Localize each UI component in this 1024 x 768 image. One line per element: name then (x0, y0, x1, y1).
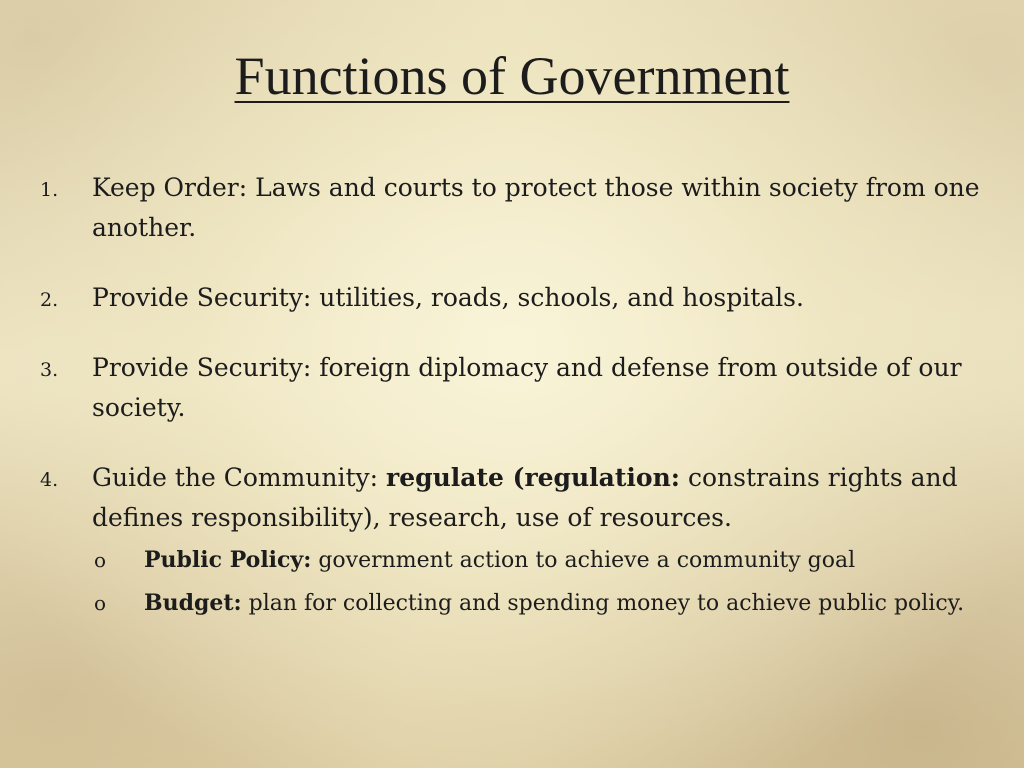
item-number: 3. (40, 359, 59, 381)
sub-item-term: Public Policy: (144, 547, 312, 573)
sub-item-public-policy (40, 540, 990, 581)
item-text-part-b: constrains rights and defines responsibility), research, use of resources. (92, 463, 958, 532)
item-number: 4. (40, 469, 59, 491)
sub-item-definition: plan for collecting and spending money to achieve public policy. (241, 591, 965, 616)
item-text: Provide Security: foreign diplomacy and defense from outside of our society. (92, 353, 962, 422)
bullet-marker: o (94, 591, 107, 615)
sub-item-definition: government action to achieve a community goal (311, 548, 856, 573)
sub-item-term: Budget: (144, 590, 242, 616)
item-text-part-a: Guide the Community: (92, 463, 387, 492)
sub-item-budget (40, 583, 990, 624)
slide-title-text: Functions of Government (234, 46, 790, 106)
item-text-bold: regulate (regulation: (386, 463, 681, 492)
item-number: 2. (40, 289, 59, 311)
list-item-provide-security-services (40, 278, 990, 318)
slide-content (40, 168, 990, 624)
item-text: Keep Order: Laws and courts to protect those within society from one another. (92, 173, 980, 242)
item-text: Provide Security: utilities, roads, schools, and hospitals. (92, 283, 804, 312)
list-item-guide-community (40, 458, 990, 538)
list-item-provide-security-defense (40, 348, 990, 428)
bullet-marker: o (94, 548, 107, 572)
item-number: 1. (40, 179, 59, 201)
slide-title (0, 44, 1024, 109)
list-item-keep-order (40, 168, 990, 248)
